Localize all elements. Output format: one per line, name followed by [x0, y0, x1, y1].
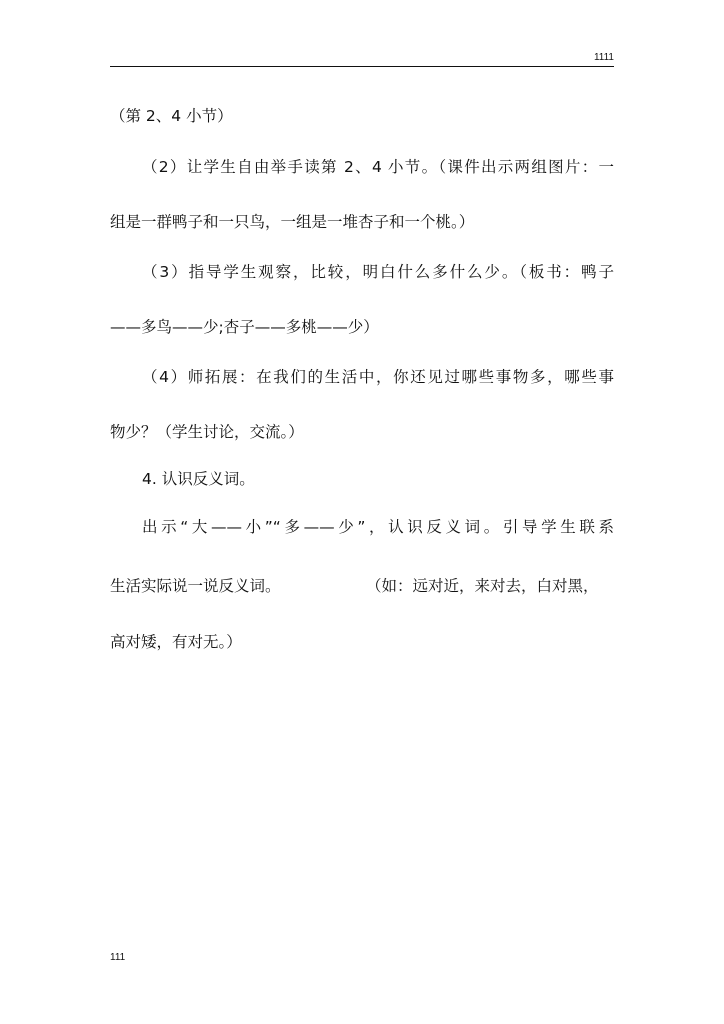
text-line-9: 出示“大——小”“多——少”，认识反义词。引导学生联系 [142, 518, 614, 536]
text-line-10-part-a: 生活实际说一说反义词。 [110, 577, 281, 595]
text-line-10 [110, 576, 614, 596]
text-line-4: （3）指导学生观察，比较，明白什么多什么少。（板书：鸭子 [142, 263, 614, 281]
section-heading-antonyms: 4. 认识反义词。 [142, 470, 255, 488]
text-line-1: （第 2、4 小节） [110, 107, 233, 125]
text-line-10-part-b: （如：远对近，来对去，白对黑， [366, 577, 599, 595]
text-line-5: ——多鸟——少;杏子——多桃——少） [110, 318, 379, 336]
footer-page-number: 111 [110, 952, 126, 963]
text-line-7: 物少？（学生讨论，交流。） [110, 423, 304, 441]
text-line-11: 高对矮，有对无。） [110, 633, 242, 651]
text-line-3: 组是一群鸭子和一只鸟，一组是一堆杏子和一个桃。） [110, 213, 475, 231]
header-page-number: 1111 [593, 52, 614, 63]
text-line-6: （4）师拓展：在我们的生活中，你还见过哪些事物多，哪些事 [142, 368, 614, 386]
header-rule [110, 66, 614, 67]
text-line-2: （2）让学生自由举手读第 2、4 小节。（课件出示两组图片：一 [142, 158, 614, 176]
